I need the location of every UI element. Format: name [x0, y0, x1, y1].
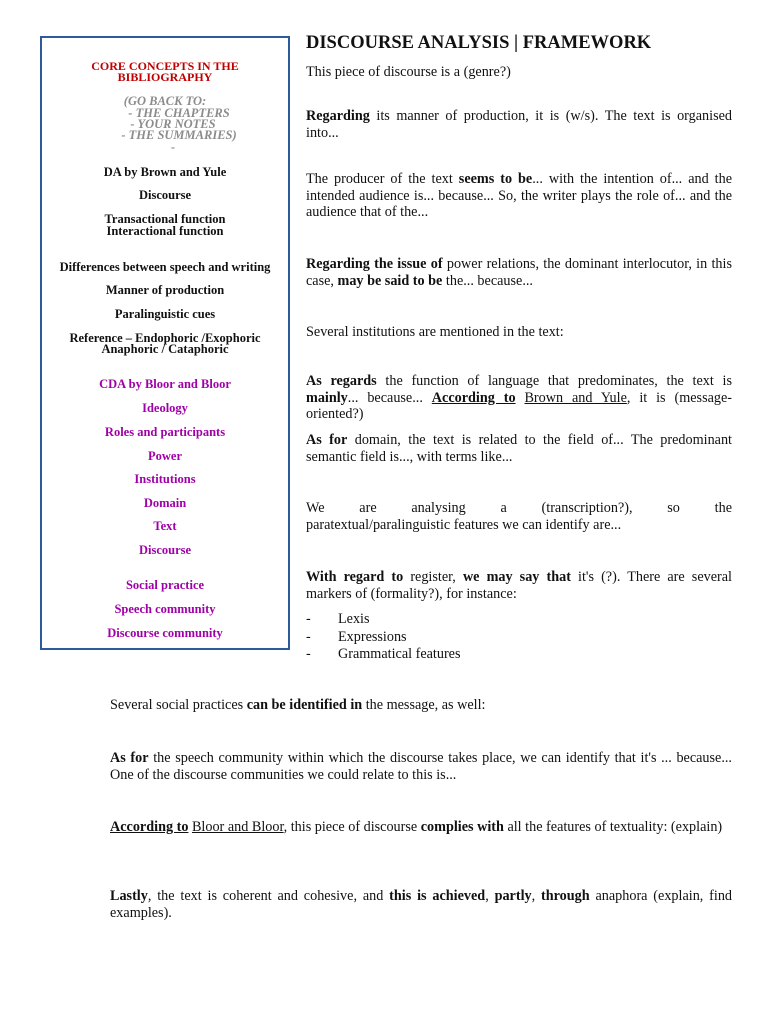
concept-reference: Reference – Endophoric /Exophoric [69, 331, 261, 345]
transcription-line-2: paratextual/paralinguistic features we can identify are... [306, 517, 622, 533]
concept-discourse: Discourse [138, 188, 192, 202]
concept-roles: Roles and participants [104, 425, 226, 439]
goback-line-3: - YOUR NOTES [130, 117, 216, 131]
speech-community-paragraph: As for the speech community within which the discourse takes place, we can identify that it's ... because... One of the discourse communities we could relate to this is... [110, 750, 732, 783]
concept-speech-writing: Differences between speech and writing [59, 260, 271, 274]
goback-line-2: - THE CHAPTERS [128, 106, 230, 120]
concept-anaphoric: Anaphoric / Cataphoric [101, 342, 229, 356]
lastly-paragraph: Lastly, the text is coherent and cohesive, and this is achieved, partly, through anaphora (explain, find examples). [110, 888, 733, 921]
goback-line-1: (GO BACK TO: [123, 94, 207, 108]
institutions-paragraph: Several institutions are mentioned in the text: [306, 324, 564, 340]
transcription-line-1: We are analysing a (transcription?), so the [306, 500, 732, 516]
concept-speech-community: Speech community [114, 602, 216, 616]
producer-paragraph: The producer of the text seems to be... with the intention of... and the intended audience is... because... So, the writer plays the role of... and the audience that of the... [306, 171, 732, 220]
sidebar-heading-line-1: CORE CONCEPTS IN THE [91, 59, 239, 73]
concept-cda-bloor: CDA by Bloor and Bloor [99, 377, 231, 391]
concept-text: Text [153, 519, 177, 533]
concept-manner-production: Manner of production [105, 283, 225, 297]
register-paragraph: With regard to register, we may say that it's (?). There are several markers of (formality?), for instance: [306, 569, 732, 602]
bloor-paragraph: According to Bloor and Bloor, this piece of discourse complies with all the features of textuality: (explain) [110, 819, 723, 835]
concept-paralinguistic: Paralinguistic cues [114, 307, 216, 321]
concept-discourse-community: Discourse community [107, 626, 223, 640]
core-concepts-box [40, 36, 290, 650]
concept-interactional: Interactional function [106, 224, 224, 238]
domain-paragraph: As for domain, the text is related to the field of... The predominant semantic field is..., with terms like... [306, 432, 732, 465]
concept-power: Power [147, 449, 182, 463]
concept-ideology: Ideology [142, 401, 188, 415]
goback-line-4: - THE SUMMARIES) [121, 128, 237, 142]
concept-social-practice: Social practice [125, 578, 205, 592]
social-practices-paragraph: Several social practices can be identified in the message, as well: [110, 697, 486, 713]
page-title: DISCOURSE ANALYSIS | FRAMEWORK [306, 33, 652, 53]
function-paragraph: As regards the function of language that predominates, the text is mainly... because... According to Brown and Yule, it is (message-oriented?) [306, 373, 732, 422]
concept-transactional: Transactional function [104, 212, 226, 226]
genre-paragraph: This piece of discourse is a (genre?) [306, 64, 511, 80]
goback-line-5: - [170, 140, 176, 154]
concept-domain: Domain [143, 496, 187, 510]
power-paragraph: Regarding the issue of power relations, the dominant interlocutor, in this case, may be said to be the... because... [306, 256, 732, 289]
concept-discourse-cda: Discourse [138, 543, 192, 557]
concept-da-brown-yule: DA by Brown and Yule [103, 165, 227, 179]
production-paragraph: Regarding its manner of production, it is (w/s). The text is organised into... [306, 108, 732, 141]
sidebar-heading-line-2: BIBLIOGRAPHY [117, 70, 213, 84]
concept-institutions: Institutions [134, 472, 196, 486]
